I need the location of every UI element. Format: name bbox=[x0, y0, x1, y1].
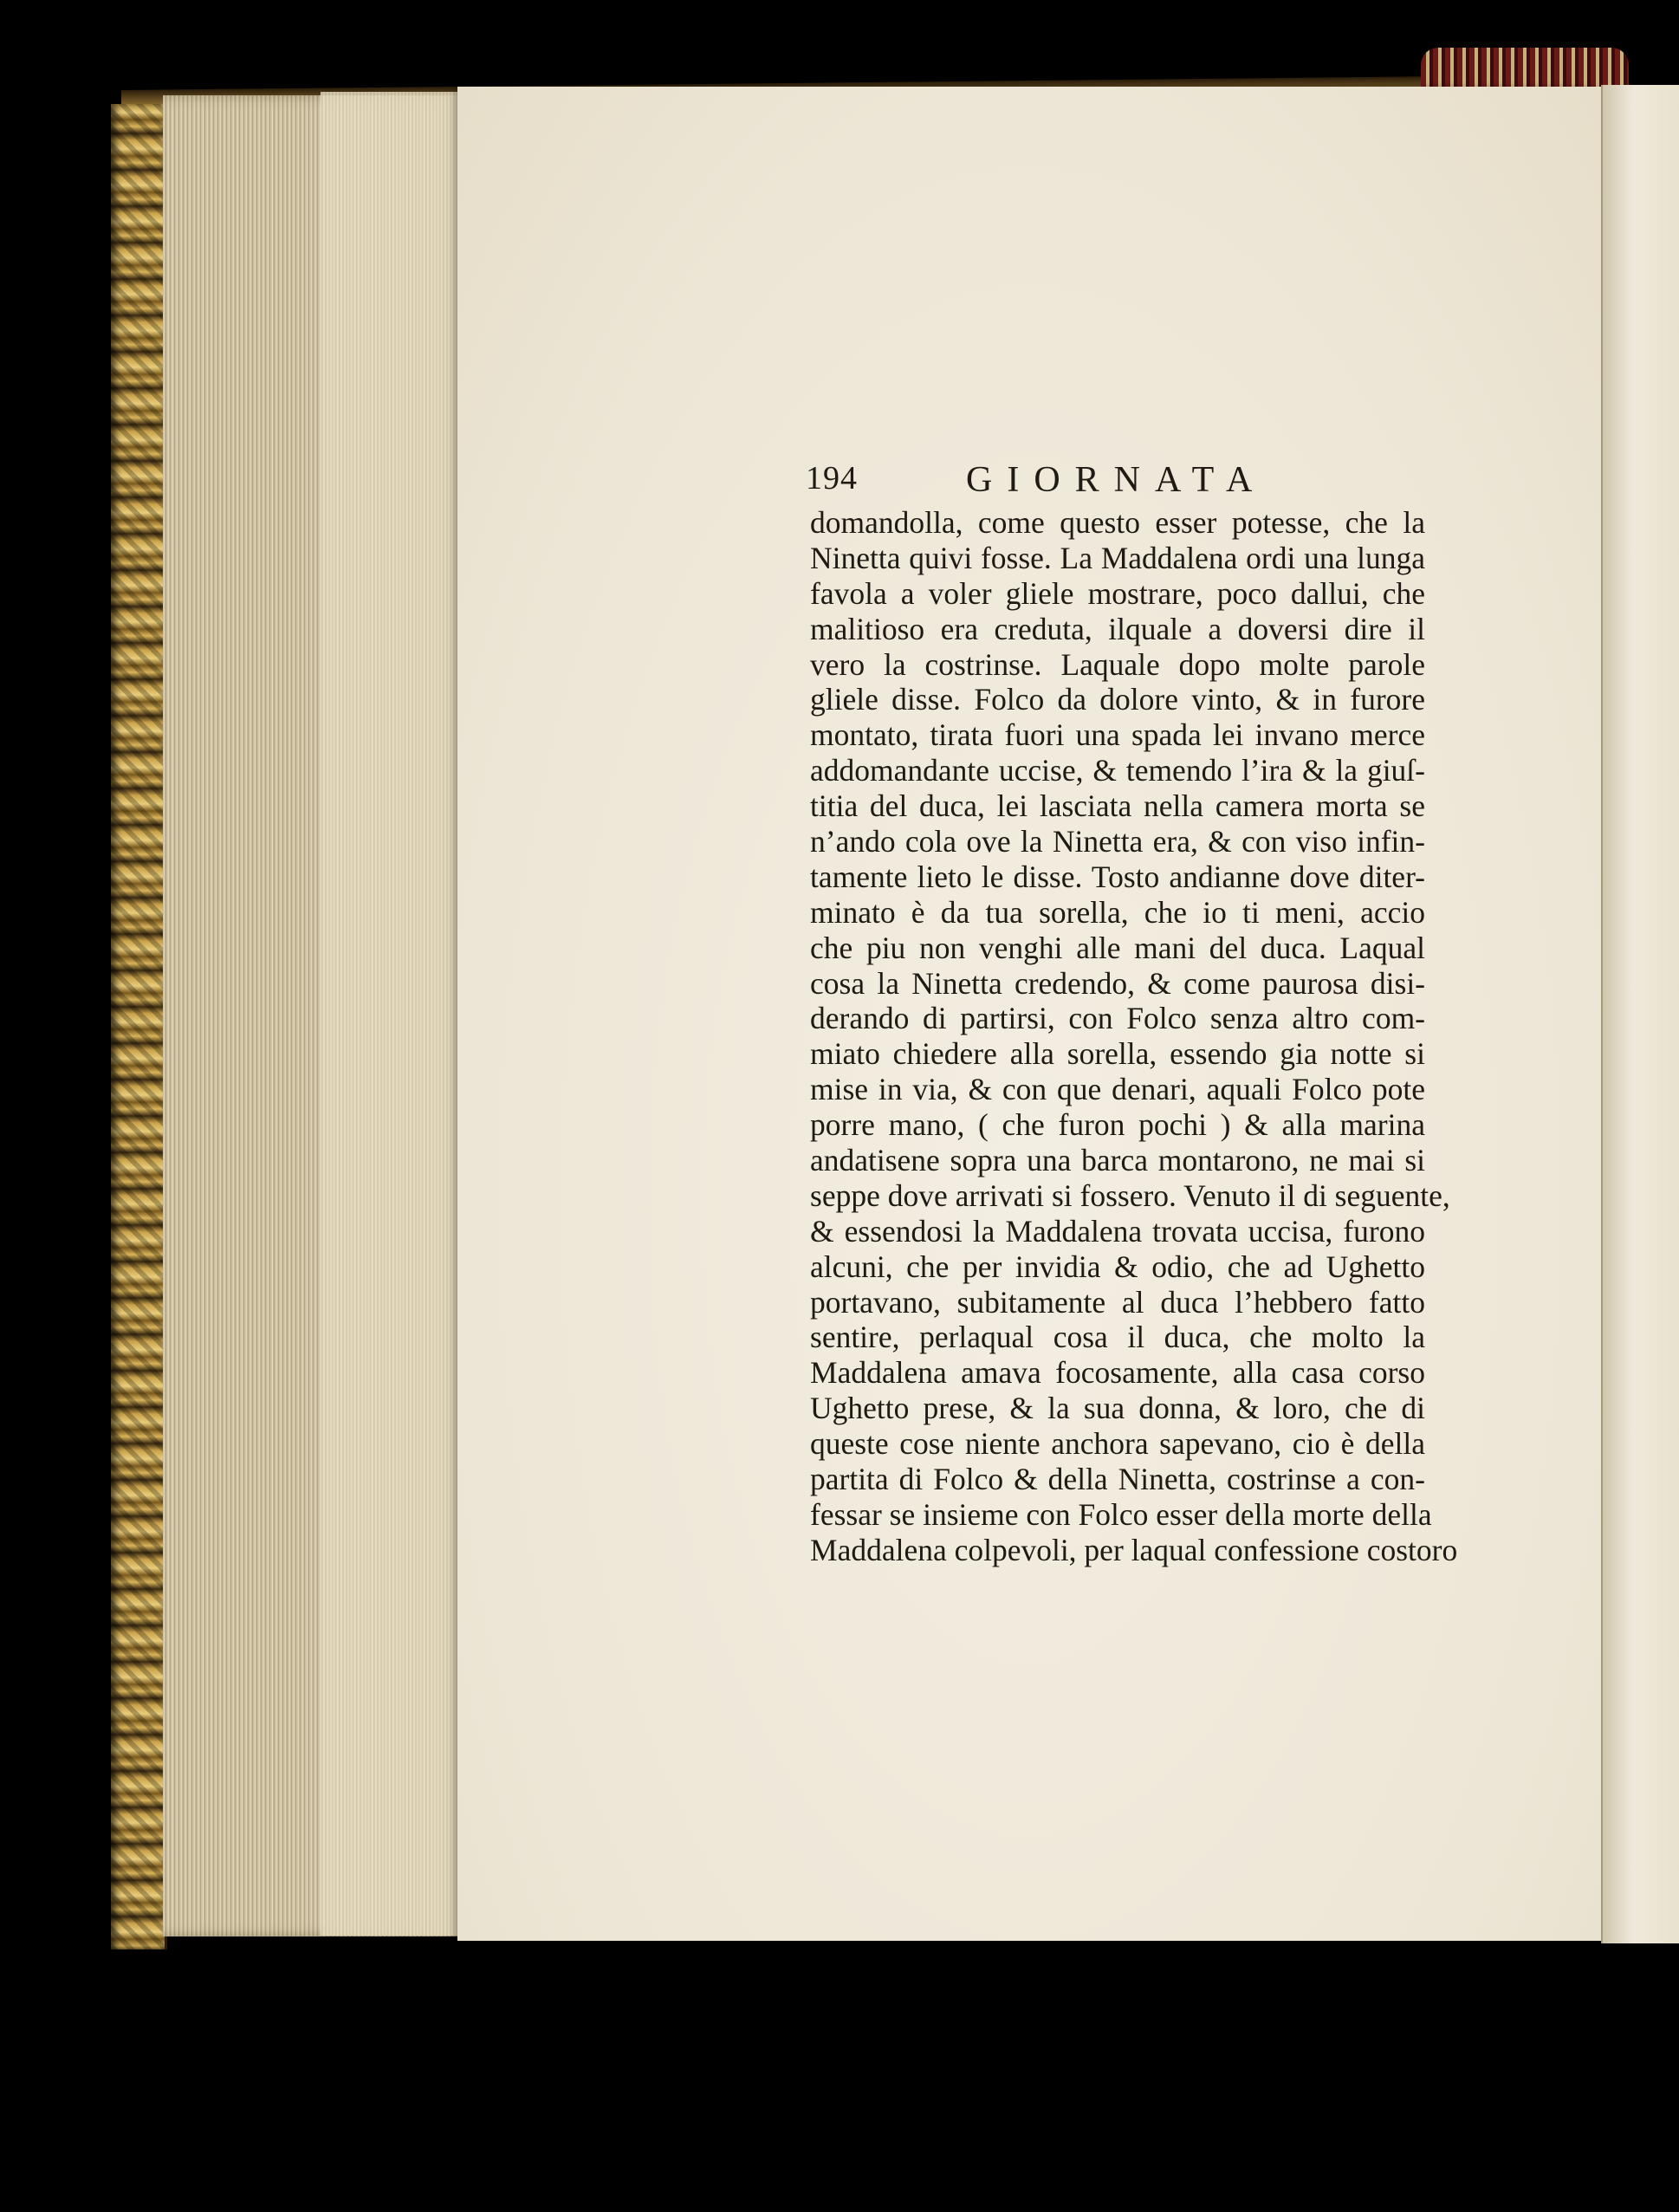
text-line: vero la costrinse. Laquale dopo molte parole bbox=[810, 646, 1425, 682]
text-line: porre mano, ( che furon pochi ) & alla marina bbox=[810, 1107, 1425, 1143]
text-line: mise in via, & con que denari, aquali Folco pote bbox=[810, 1072, 1425, 1107]
text-line: miato chiedere alla sorella, essendo gia notte si bbox=[810, 1036, 1425, 1072]
running-head bbox=[806, 459, 1542, 503]
text-line: che piu non venghi alle mani del duca. Laqual bbox=[810, 930, 1425, 965]
book-headband bbox=[1421, 48, 1629, 87]
text-line: Ninetta quivi fosse. La Maddalena ordi una lunga bbox=[810, 540, 1425, 575]
book-spine-gilt bbox=[111, 104, 167, 1949]
text-line: partita di Folco & della Ninetta, costrinse a con- bbox=[810, 1462, 1425, 1497]
text-line: Ughetto prese, & la sua donna, & loro, che di bbox=[810, 1391, 1425, 1426]
text-line: portavano, subitamente al duca l’hebbero fatto bbox=[810, 1284, 1425, 1320]
text-line: Maddalena colpevoli, per laqual confessione costoro bbox=[810, 1532, 1458, 1567]
text-line: n’ando cola ove la Ninetta era, & con viso infin- bbox=[810, 824, 1425, 860]
text-line: titia del duca, lei lasciata nella camera morta se bbox=[810, 788, 1425, 824]
text-line: domandolla, come questo esser potesse, che la bbox=[810, 505, 1425, 540]
text-line: andatisene sopra una barca montarono, ne mai si bbox=[810, 1143, 1425, 1178]
text-line: malitioso era creduta, ilquale a doversi dire il bbox=[810, 611, 1425, 646]
text-line: montato, tirata fuori una spada lei invano merce bbox=[810, 717, 1425, 753]
text-line: tamente lieto le disse. Tosto andianne dove diter- bbox=[810, 859, 1425, 894]
text-line: queste cose niente anchora sapevano, cio è della bbox=[810, 1426, 1425, 1462]
text-line: & essendosi la Maddalena trovata uccisa, furono bbox=[810, 1213, 1425, 1249]
text-line: derando di partirsi, con Folco senza altro com- bbox=[810, 1001, 1425, 1036]
body-text bbox=[810, 505, 1458, 1568]
text-line: sentire, perlaqual cosa il duca, che molto la bbox=[810, 1320, 1425, 1355]
page-number: 194 bbox=[806, 460, 858, 496]
text-line: alcuni, che per invidia & odio, che ad Ughetto bbox=[810, 1249, 1425, 1284]
running-head-title: GIORNATA bbox=[966, 460, 1267, 500]
text-line: Maddalena amava focosamente, alla casa corso bbox=[810, 1355, 1425, 1391]
text-line: minato è da tua sorella, che io ti meni, accio bbox=[810, 894, 1425, 930]
text-line: fessar se insieme con Folco esser della morte della bbox=[810, 1496, 1432, 1532]
text-line: addomandante uccise, & temendo l’ira & la giuſ- bbox=[810, 753, 1425, 788]
text-line: gliele disse. Folco da dolore vinto, & in furore bbox=[810, 682, 1425, 717]
facing-page-edge bbox=[1601, 85, 1679, 1943]
text-line: favola a voler gliele mostrare, poco dallui, che bbox=[810, 575, 1425, 611]
text-line: seppe dove arrivati si fossero. Venuto il di seguente, bbox=[810, 1177, 1450, 1213]
page-stack-edges-inner bbox=[321, 92, 459, 1936]
text-line: cosa la Ninetta credendo, & come paurosa disi- bbox=[810, 965, 1425, 1001]
